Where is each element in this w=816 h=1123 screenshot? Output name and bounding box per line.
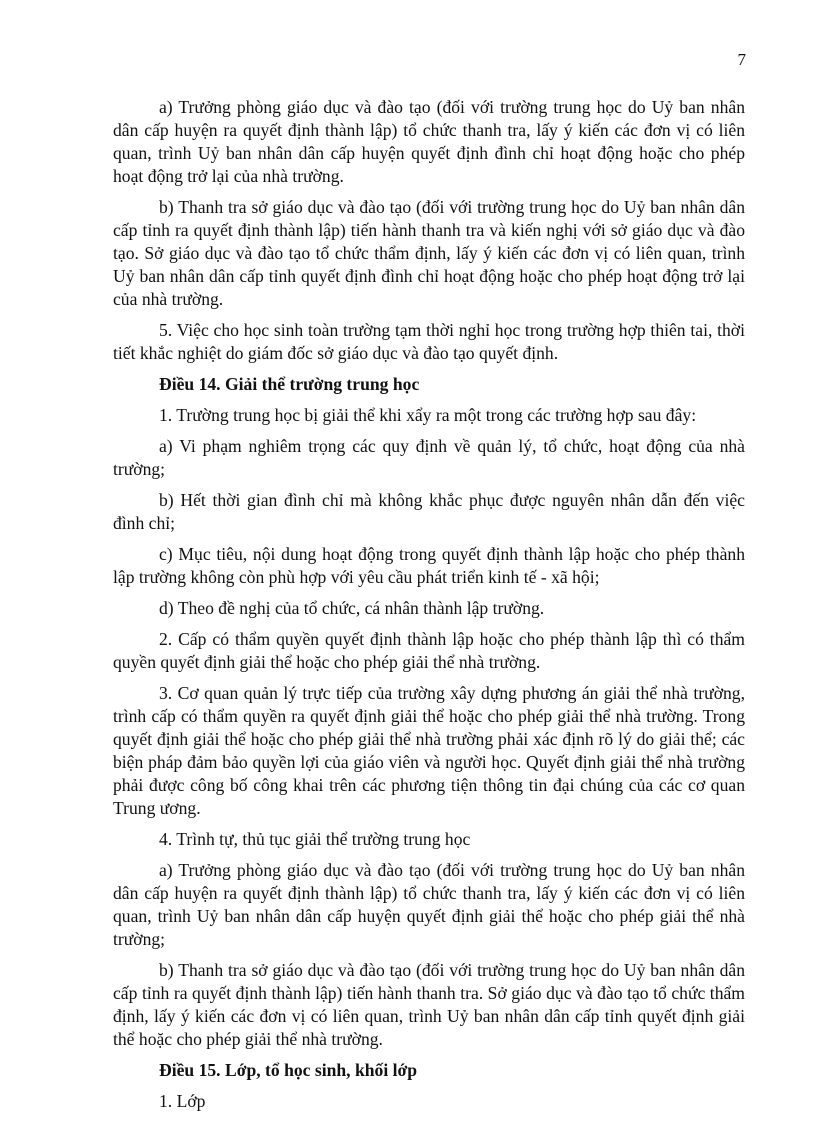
paragraph: b) Thanh tra sở giáo dục và đào tạo (đối với trường trung học do Uỷ ban nhân dân cấp tỉnh ra quyết định thành lập) tiến hành thanh tra. Sở giáo dục và đào tạo tổ chức thẩm định, lấy ý kiến các đơn vị có liên quan, trình Uỷ ban nhân dân cấp tỉnh quyết định giải thể hoặc cho phép giải thể nhà trường. [113, 960, 745, 1049]
paragraph: 3. Cơ quan quản lý trực tiếp của trường xây dựng phương án giải thể nhà trường, trình cấp có thẩm quyền ra quyết định giải thể hoặc cho phép giải thể nhà trường. Trong quyết định giải thể hoặc cho phép giải thể nhà trường phải xác định rõ lý do giải thể; các biện pháp đảm bảo quyền lợi của giáo viên và người học. Quyết định giải thể nhà trường phải được công bố công khai trên các phương tiện thông tin đại chúng của các cơ quan Trung ương. [113, 683, 745, 818]
paragraph: b) Thanh tra sở giáo dục và đào tạo (đối với trường trung học do Uỷ ban nhân dân cấp tỉnh ra quyết định thành lập) tiến hành thanh tra và kiến nghị với sở giáo dục và đào tạo. Sở giáo dục và đào tạo tổ chức thẩm định, lấy ý kiến các đơn vị có liên quan, trình Uỷ ban nhân dân cấp tỉnh quyết định đình chỉ hoạt động hoặc cho phép hoạt động trở lại của nhà trường. [113, 197, 745, 309]
paragraph: a) Trưởng phòng giáo dục và đào tạo (đối với trường trung học do Uỷ ban nhân dân cấp huyện ra quyết định thành lập) tổ chức thanh tra, lấy ý kiến các đơn vị có liên quan, trình Uỷ ban nhân dân cấp huyện quyết định đình chỉ hoạt động hoặc cho phép hoạt động trở lại của nhà trường. [113, 97, 745, 186]
paragraph: b) Hết thời gian đình chỉ mà không khắc phục được nguyên nhân dẫn đến việc đình chỉ; [113, 490, 745, 533]
paragraph: 1. Trường trung học bị giải thể khi xẩy ra một trong các trường hợp sau đây: [159, 405, 697, 425]
paragraph: 4. Trình tự, thủ tục giải thể trường trung học [159, 829, 471, 849]
paragraph: c) Mục tiêu, nội dung hoạt động trong quyết định thành lập hoặc cho phép thành lập trường không còn phù hợp với yêu cầu phát triển kinh tế - xã hội; [113, 544, 745, 587]
document-body [113, 96, 745, 1121]
paragraph: a) Trưởng phòng giáo dục và đào tạo (đối với trường trung học do Uỷ ban nhân dân cấp huyện ra quyết định thành lập) tổ chức thanh tra, lấy ý kiến các đơn vị có liên quan, trình Uỷ ban nhân dân cấp huyện quyết định giải thể hoặc cho phép giải thể nhà trường; [113, 860, 745, 949]
article-heading: Điều 14. Giải thể trường trung học [159, 374, 420, 394]
paragraph: 2. Cấp có thẩm quyền quyết định thành lập hoặc cho phép thành lập thì có thẩm quyền quyết định giải thể hoặc cho phép giải thể nhà trường. [113, 629, 745, 672]
paragraph: 1. Lớp [159, 1091, 206, 1111]
paragraph: 5. Việc cho học sinh toàn trường tạm thời nghỉ học trong trường hợp thiên tai, thời tiết khắc nghiệt do giám đốc sở giáo dục và đào tạo quyết định. [113, 320, 745, 363]
article-heading: Điều 15. Lớp, tổ học sinh, khối lớp [159, 1060, 418, 1080]
paragraph: a) Vi phạm nghiêm trọng các quy định về quản lý, tổ chức, hoạt động của nhà trường; [113, 436, 745, 479]
page-number: 7 [737, 50, 746, 69]
paragraph: d) Theo đề nghị của tổ chức, cá nhân thành lập trường. [159, 598, 545, 618]
